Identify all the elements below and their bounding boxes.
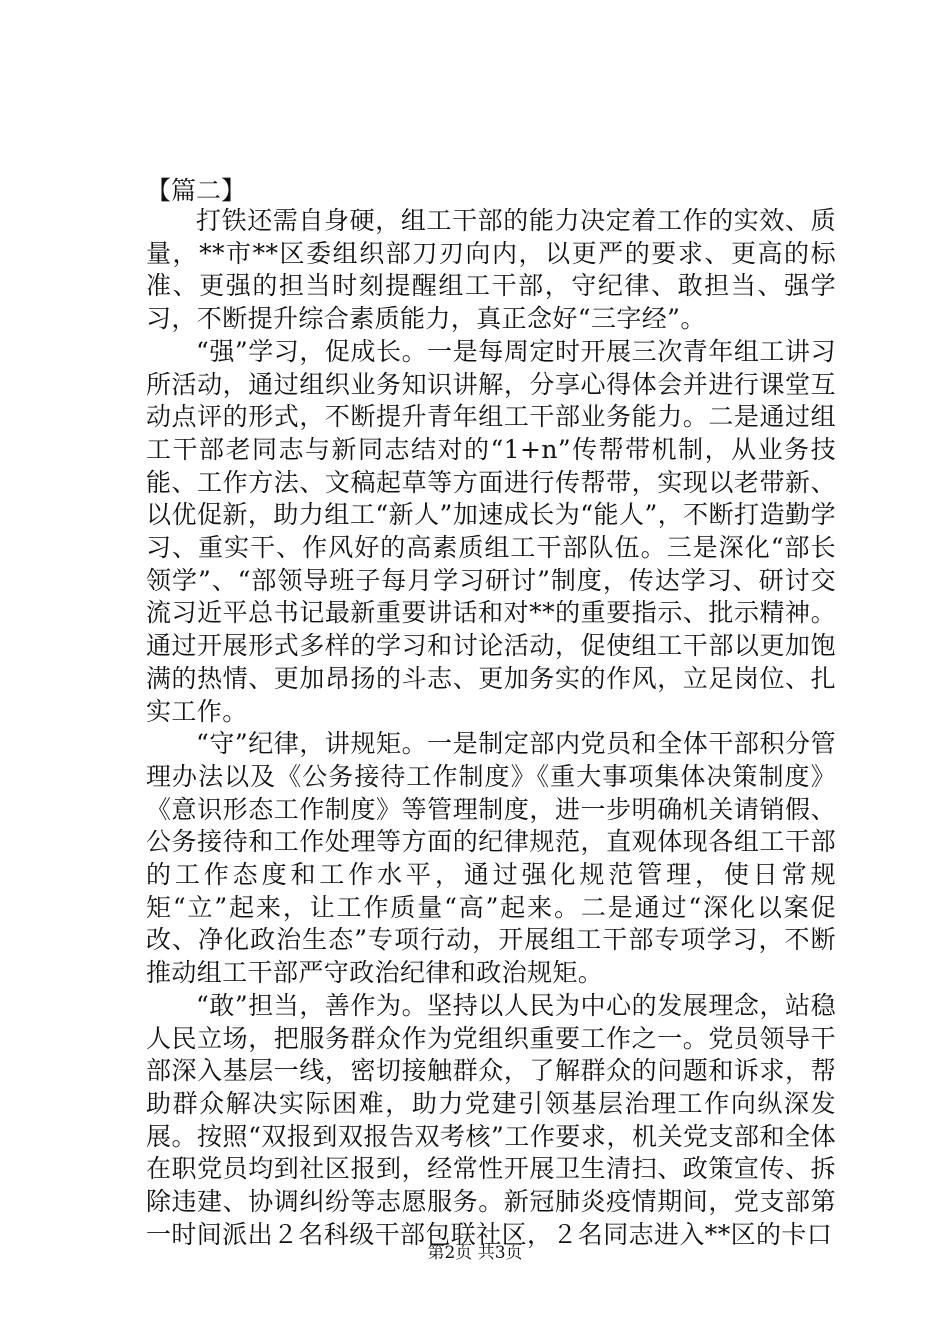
paragraph-discipline: “守”纪律，讲规矩。一是制定部内党员和全体干部积分管理办法以及《公务接待工作制度》《重大事项集体决策制度》《意识形态工作制度》等管理制度，进一步明确机关请销假、公务接待和工作处理等方面的纪律规范，直观体现各组工干部的工作态度和工作水平，通过强化规范管理，使日常规矩“立”起来，让工作质量“高”起来。二是通过“深化以案促改、净化政治生态”专项行动，开展组工干部专项学习，不断推动组工干部严守政治纪律和政治规矩。 [146, 729, 836, 988]
document-body [146, 205, 836, 1252]
paragraph-intro: 打铁还需自身硬，组工干部的能力决定着工作的实效、质量，**市**区委组织部刀刃向内，以更严的要求、更高的标准、更强的担当时刻提醒组工干部，守纪律、敢担当、强学习，不断提升综合素质能力，真正念好“三字经”。 [146, 206, 836, 334]
page-number-footer: 第2页 共3页 [427, 1243, 523, 1263]
paragraph-study: “强”学习，促成长。一是每周定时开展三次青年组工讲习所活动，通过组织业务知识讲解，分享心得体会并进行课堂互动点评的形式，不断提升青年组工干部业务能力。二是通过组工干部老同志与新同志结对的“1+n”传帮带机制，从业务技能、工作方法、文稿起草等方面进行传帮带，实现以老带新、以优促新，助力组工“新人”加速成长为“能人”，不断打造勤学习、重实干、作风好的高素质组工干部队伍。三是深化“部长领学”、“部领导班子每月学习研讨”制度，传达学习、研讨交流习近平总书记最新重要讲话和对**的重要指示、批示精神。通过开展形式多样的学习和讨论活动，促使组工干部以更加饱满的热情、更加昂扬的斗志、更加务实的作风，立足岗位、扎实工作。 [146, 336, 836, 726]
paragraph-responsibility: “敢”担当，善作为。坚持以人民为中心的发展理念，站稳人民立场，把服务群众作为党组织重要工作之一。党员领导干部深入基层一线，密切接触群众，了解群众的问题和诉求，帮助群众解决实际困难，助力党建引领基层治理工作向纵深发展。按照“双报到双报告双考核”工作要求，机关党支部和全体在职党员均到社区报到，经常性开展卫生清扫、政策宣传、拆除违建、协调纠纷等志愿服务。新冠肺炎疫情期间，党支部第一时间派出２名科级干部包联社区，２名同志进入**区的卡口 [146, 990, 836, 1249]
section-heading: 【篇二】 [146, 176, 247, 205]
